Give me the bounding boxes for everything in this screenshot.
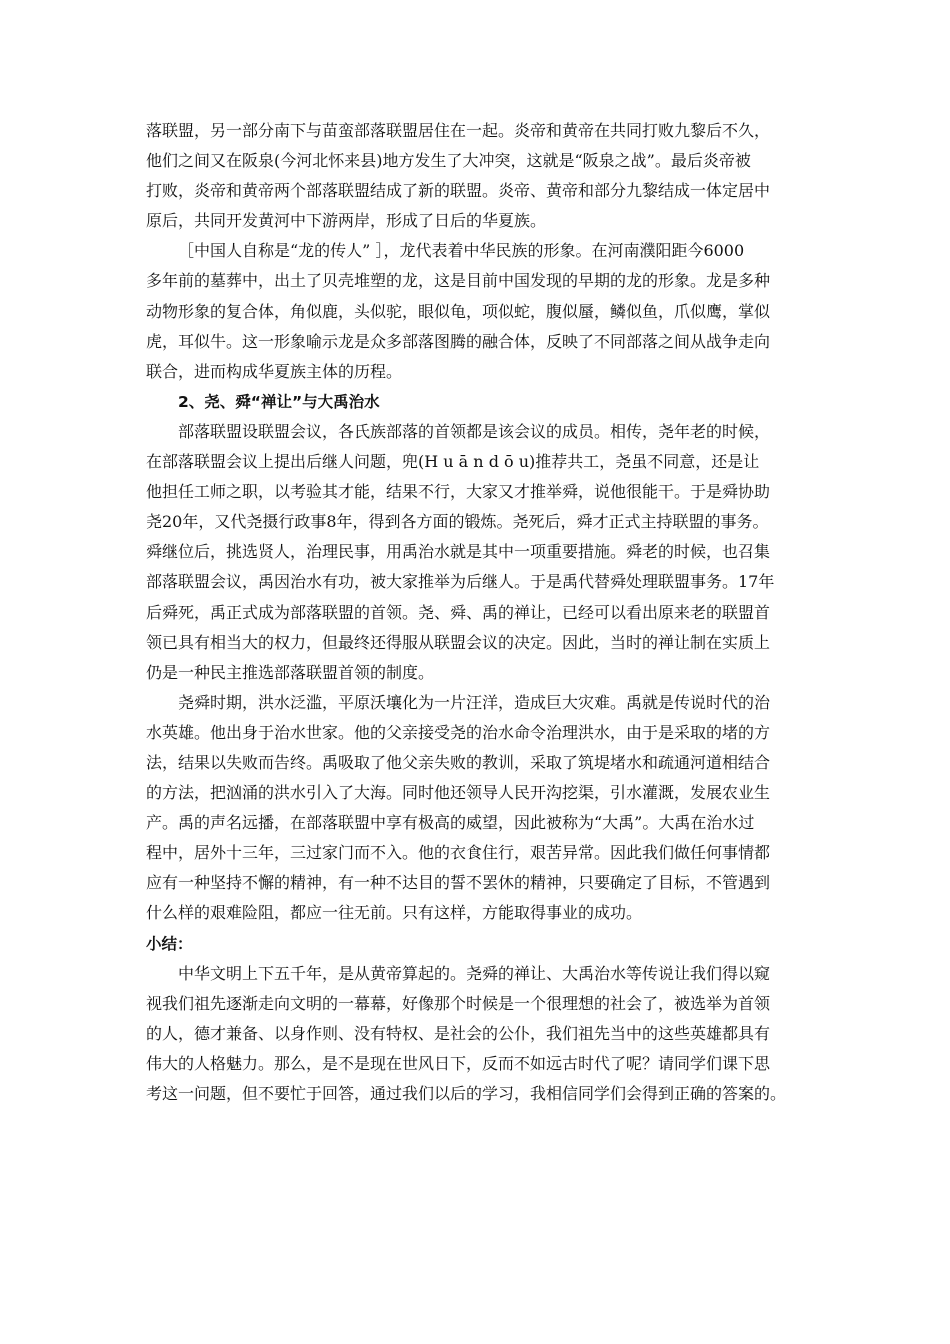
text-line: 领已具有相当大的权力，但最终还得服从联盟会议的决定。因此，当时的禅让制在实质上 (146, 632, 771, 652)
paragraph-yu-flood-control (146, 688, 816, 929)
section-heading: 2、尧、舜“禅让”与大禹治水 (178, 392, 380, 411)
text-line: 的方法，把汹涌的洪水引入了大海。同时他还领导人民开沟挖渠，引水灌溉，发展农业生 (146, 783, 771, 803)
text-line: 舜继位后，挑选贤人，治理民事，用禹治水就是其中一项重要措施。舜老的时候，也召集 (146, 542, 771, 562)
text-line: 的人，德才兼备、以身作则、没有特权、是社会的公仆，我们祖先当中的这些英雄都具有 (146, 1023, 771, 1043)
text-line: 打败，炎帝和黄帝两个部落联盟结成了新的联盟。炎帝、黄帝和部分九黎结成一体定居中 (146, 181, 771, 201)
text-line: 中华文明上下五千年，是从黄帝算起的。尧舜的禅让、大禹治水等传说让我们得以窥 (178, 963, 771, 983)
text-line: 应有一种坚持不懈的精神，有一种不达目的誓不罢休的精神，只要确定了目标，不管遇到 (146, 873, 771, 893)
text-line: 程中，居外十三年，三过家门而不入。他的衣食住行，艰苦异常。因此我们做任何事情都 (146, 843, 771, 863)
paragraph-abdication-system (146, 417, 816, 688)
text-line: 产。禹的声名远播，在部落联盟中享有极高的威望，因此被称为“大禹”。大禹在治水过 (146, 813, 755, 833)
text-line: 伟大的人格魅力。那么，是不是现在世风日下，反而不如远古时代了呢？请同学们课下思 (146, 1053, 771, 1073)
text-line: 视我们祖先逐渐走向文明的一幕幕，好像那个时候是一个很理想的社会了，被选举为首领 (146, 993, 771, 1013)
text-line: 什么样的艰难险阻，都应一往无前。只有这样，方能取得事业的成功。 (146, 903, 643, 923)
text-line: 他们之间又在阪泉(今河北怀来县)地方发生了大冲突，这就是“阪泉之战”。最后炎帝被 (146, 151, 751, 171)
summary-title: 小结： (146, 934, 193, 953)
text-line: 动物形象的复合体，角似鹿，头似驼，眼似龟，项似蛇，腹似蜃，鳞似鱼，爪似鹰，掌似 (146, 301, 771, 321)
paragraph-dragon-descendants (146, 236, 816, 386)
text-line: 部落联盟会议，禹因治水有功，被大家推举为后继人。于是禹代替舜处理联盟事务。17年 (146, 572, 775, 592)
text-line: 尧20年，又代尧摄行政事8年，得到各方面的锻炼。尧死后，舜才正式主持联盟的事务。 (146, 512, 769, 532)
text-line: 他担任工师之职，以考验其才能，结果不行，大家又才推举舜，说他很能干。于是舜协助 (146, 482, 771, 502)
text-line: 仍是一种民主推选部落联盟首领的制度。 (146, 662, 435, 682)
text-line: 在部落联盟会议上提出后继人问题，兜(H u ā n d ō u)推荐共工，尧虽不同意，还是让 (146, 452, 760, 472)
text-line: 水英雄。他出身于治水世家。他的父亲接受尧的治水命令治理洪水，由于是采取的堵的方 (146, 722, 771, 742)
paragraph-summary (146, 959, 816, 1109)
text-line: 多年前的墓葬中，出土了贝壳堆塑的龙，这是目前中国发现的早期的龙的形象。龙是多种 (146, 271, 771, 291)
text-line: 法，结果以失败而告终。禹吸取了他父亲失败的教训，采取了筑堤堵水和疏通河道相结合 (146, 752, 771, 772)
text-line: 考这一问题，但不要忙于回答，通过我们以后的学习，我相信同学们会得到正确的答案的。 (146, 1084, 787, 1103)
paragraph-battle-of-banquan (146, 116, 816, 236)
text-line: 原后，共同开发黄河中下游两岸，形成了日后的华夏族。 (146, 211, 547, 231)
text-line: 后舜死，禹正式成为部落联盟的首领。尧、舜、禹的禅让，已经可以看出原来老的联盟首 (146, 602, 771, 622)
text-line: 部落联盟设联盟会议，各氏族部落的首领都是该会议的成员。相传，尧年老的时候， (178, 421, 771, 441)
text-line: 落联盟，另一部分南下与苗蛮部落联盟居住在一起。炎帝和黄帝在共同打败九黎后不久， (146, 121, 771, 140)
text-line: 虎，耳似牛。这一形象喻示龙是众多部落图腾的融合体，反映了不同部落之间从战争走向 (146, 331, 771, 351)
text-line: 联合，进而构成华夏族主体的历程。 (146, 361, 403, 381)
text-line: 尧舜时期，洪水泛滥，平原沃壤化为一片汪洋，造成巨大灾难。禹就是传说时代的治 (178, 692, 771, 712)
text-line: ［中国人自称是“龙的传人” ］，龙代表着中华民族的形象。在河南濮阳距今6000 (178, 241, 745, 261)
document-page (146, 116, 816, 1109)
